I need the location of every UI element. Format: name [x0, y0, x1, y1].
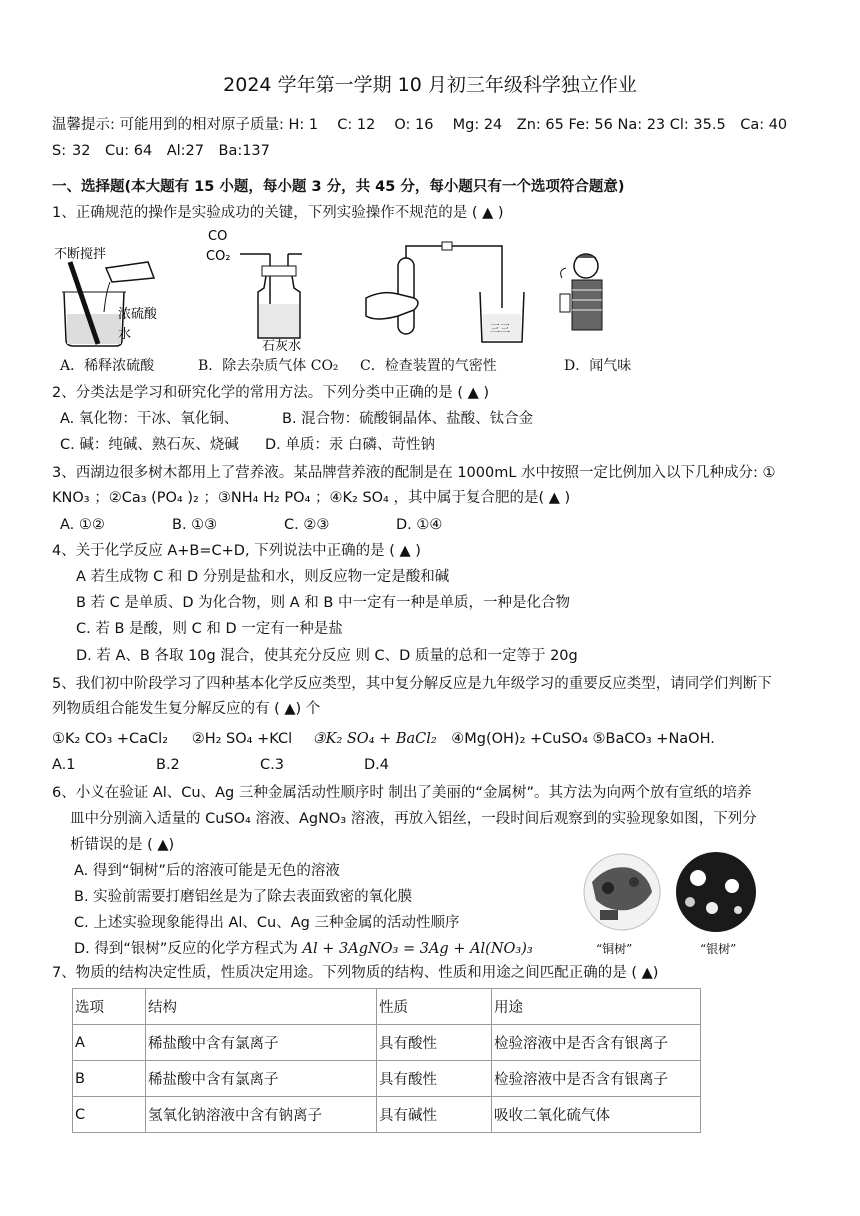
- q5-items-part1: ①K₂ CO₃ +CaCl₂ ②H₂ SO₄ +KCl: [52, 731, 307, 747]
- q4-option-a: A 若生成物 C 和 D 分别是盐和水，则反应物一定是酸和碱: [76, 569, 450, 585]
- table-cell: 具有碱性: [377, 1097, 492, 1133]
- table-header-cell: 用途: [492, 989, 701, 1025]
- table-header-cell: 性质: [377, 989, 492, 1025]
- q6-option-b: B. 实验前需要打磨铝丝是为了除去表面致密的氧化膜: [74, 889, 413, 905]
- hint-line-2: 32 Cu: 64 Al:27 Ba:137: [72, 143, 270, 159]
- q5-stem-1: 5、我们初中阶段学习了四种基本化学反应类型，其中复分解反应是九年级学习的重要反应类型，请同学们判断下: [52, 676, 772, 692]
- q6-stem-3: 析错误的是 ( ▲): [70, 837, 175, 853]
- q3-option-c: C. ②③: [284, 517, 330, 533]
- table-cell: 检验溶液中是否含有银离子: [492, 1061, 701, 1097]
- q5-options: [52, 754, 812, 776]
- q3-stem-1: 3、西湖边很多树木都用上了营养液。某品牌营养液的配制是在 1000mL 水中按照一定比例加入以下几种成分: ①: [52, 465, 776, 481]
- table-header-cell: 结构: [146, 989, 377, 1025]
- q1-caption-a: A．稀释浓硫酸: [60, 358, 155, 374]
- copper-tree-label: “铜树”: [596, 942, 633, 956]
- table-cell: 检验溶液中是否含有银离子: [492, 1025, 701, 1061]
- q2-option-a: A. 氧化物：干冰、氧化铜、: [60, 411, 239, 427]
- table-cell: 吸收二氧化硫气体: [492, 1097, 701, 1133]
- q3-options: [60, 514, 820, 536]
- q6-option-d-prefix: D. 得到“银树”反应的化学方程式为: [74, 941, 303, 957]
- table-cell: C: [73, 1097, 146, 1133]
- q2-options-row1: [60, 408, 820, 430]
- q3-option-a: A. ①②: [60, 517, 105, 533]
- q3-option-d: D. ①④: [396, 517, 443, 533]
- q2-option-c: C. 碱：纯碱、熟石灰、烧碱: [60, 437, 239, 453]
- table-row: [73, 1061, 701, 1097]
- table-row: [73, 1025, 701, 1061]
- table-cell: A: [73, 1025, 146, 1061]
- q1-caption-d: D．闻气味: [564, 358, 632, 374]
- q6-stem-1: 6、小义在验证 Al、Cu、Ag 三种金属活动性顺序时 制出了美丽的“金属树”。其方法为向两个放有宣纸的培养: [52, 785, 752, 801]
- q4-option-d: D. 若 A、B 各取 10g 混合，使其充分反应 则 C、D 质量的总和一定等于 20g: [76, 648, 578, 664]
- hint-line: 温馨提示: 可能用到的相对原子质量: H: 1 C: 12 O: 16 Mg: 24 Zn: 65 Fe: 56 Na: 23 Cl: 35.5 Ca: 40 S:: [52, 117, 807, 159]
- gas-wash-figure: [200, 226, 310, 352]
- q1-caption-b: B．除去杂质气体 CO₂: [198, 358, 339, 374]
- q2-option-b: B. 混合物：硫酸铜晶体、盐酸、钛合金: [282, 411, 534, 427]
- q4-option-c: C. 若 B 是酸，则 C 和 D 一定有一种是盐: [76, 621, 343, 637]
- airtight-check-figure: [362, 238, 532, 352]
- smell-figure: [556, 248, 616, 340]
- q5-items-part3: ④Mg(OH)₂ +CuSO₄ ⑤BaCO₃ +NaOH.: [436, 731, 715, 747]
- q6-option-c: C. 上述实验现象能得出 Al、Cu、Ag 三种金属的活动性顺序: [74, 915, 460, 931]
- q4-option-b: B 若 C 是单质、D 为化合物，则 A 和 B 中一定有一种是单质，一种是化合物: [76, 595, 570, 611]
- q2-options-row2: [60, 434, 820, 456]
- table-header-row: [73, 989, 701, 1025]
- table-header-cell: 选项: [73, 989, 146, 1025]
- q2-option-d: D. 单质：汞 白磷、苛性钠: [265, 437, 435, 453]
- q5-items-part2: ③K₂ SO₄ + BaCl₂: [312, 731, 437, 747]
- q7-table: [72, 988, 701, 1133]
- q3-option-b: B. ①③: [172, 517, 218, 533]
- acid-label: 浓硫酸: [118, 307, 158, 322]
- q1-stem: 1、正确规范的操作是实验成功的关键，下列实验操作不规范的是 ( ▲ ): [52, 205, 504, 221]
- page-title: 2024 学年第一学期 10 月初三年级科学独立作业: [223, 74, 637, 96]
- q3-stem-2: KNO₃ ；②Ca₃ (PO₄ )₂ ；③NH₄ H₂ PO₄ ；④K₂ SO₄ ，其中属于复合肥的是( ▲ ): [52, 490, 571, 506]
- q7-stem: 7、物质的结构决定性质，性质决定用途。下列物质的结构、性质和用途之间匹配正确的是 ( ▲): [52, 965, 659, 981]
- q5-stem-2: 列物质组合能发生复分解反应的有 ( ▲) 个: [52, 701, 321, 717]
- table-cell: B: [73, 1061, 146, 1097]
- dilute-acid-figure: [50, 232, 170, 352]
- table-cell: 具有酸性: [377, 1061, 492, 1097]
- water-label: 水: [118, 327, 132, 342]
- q5-option-a: A.1: [52, 757, 76, 773]
- table-cell: 具有酸性: [377, 1025, 492, 1061]
- table-cell: 稀盐酸中含有氯离子: [146, 1061, 377, 1097]
- svg-text:三三: 三三: [490, 324, 510, 335]
- q5-option-c: C.3: [260, 757, 284, 773]
- section-heading: 一、选择题(本大题有 15 小题，每小题 3 分，共 45 分，每小题只有一个选项符合题意): [52, 179, 625, 195]
- table-row: [73, 1097, 701, 1133]
- q1-caption-c: C．检查装置的气密性: [360, 358, 497, 374]
- q2-stem: 2、分类法是学习和研究化学的常用方法。下列分类中正确的是 ( ▲ ): [52, 385, 490, 401]
- co-label: CO: [208, 229, 228, 244]
- q4-stem: 4、关于化学反应 A+B=C+D, 下列说法中正确的是 ( ▲ ): [52, 543, 421, 559]
- silver-tree-label: “银树”: [700, 942, 737, 956]
- co2-label: CO₂: [206, 249, 231, 264]
- q5-items: [52, 728, 812, 750]
- table-cell: 稀盐酸中含有氯离子: [146, 1025, 377, 1061]
- metal-tree-figure: [578, 852, 778, 936]
- q6-option-a: A. 得到“铜树”后的溶液可能是无色的溶液: [74, 863, 340, 879]
- q5-option-d: D.4: [364, 757, 389, 773]
- limewater-label: 石灰水: [262, 339, 302, 352]
- q6-stem-2: 皿中分别滴入适量的 CuSO₄ 溶液、AgNO₃ 溶液，再放入铝丝，一段时间后观察到的实验现象如图，下列分: [70, 811, 757, 827]
- q5-option-b: B.2: [156, 757, 180, 773]
- q6-option-d-equation: Al + 3AgNO₃ = 3Ag + Al(NO₃)₃: [302, 941, 533, 957]
- stir-label: 不断搅拌: [54, 247, 107, 262]
- table-cell: 氢氧化钠溶液中含有钠离子: [146, 1097, 377, 1133]
